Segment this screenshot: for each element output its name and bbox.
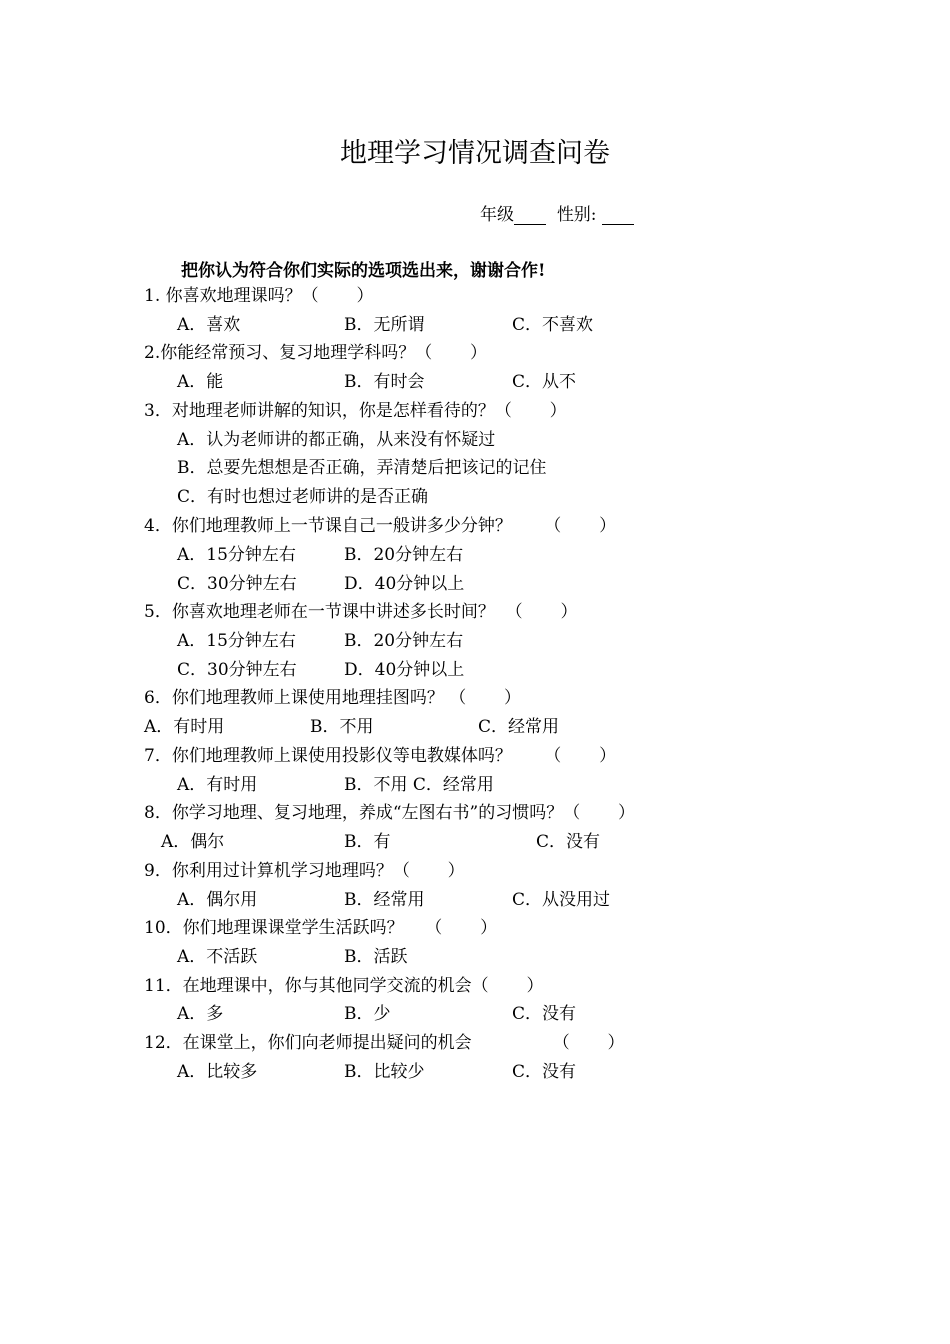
option-12-c[interactable]: C．没有 <box>512 1062 577 1082</box>
option-2-c[interactable]: C．从不 <box>512 372 577 392</box>
option-1-a[interactable]: A．喜欢 <box>177 315 241 335</box>
gender-label: 性别: <box>556 205 597 225</box>
option-8-c[interactable]: C．没有 <box>536 832 601 852</box>
option-10-a[interactable]: A．不活跃 <box>177 947 258 967</box>
question-6: 6．你们地理教师上课使用地理挂图吗？ （ ） <box>144 688 522 708</box>
option-6-a[interactable]: A．有时用 <box>144 717 225 737</box>
option-6-b[interactable]: B．不用 <box>310 717 374 737</box>
option-12-b[interactable]: B．比较少 <box>344 1062 425 1082</box>
question-7: 7．你们地理教师上课使用投影仪等电教媒体吗？ （ ） <box>144 746 617 766</box>
option-3-b[interactable]: B．总要先想想是否正确，弄清楚后把该记的记住 <box>177 458 547 478</box>
option-5-a[interactable]: A．15分钟左右 <box>177 631 296 651</box>
option-1-b[interactable]: B．无所谓 <box>344 315 425 335</box>
option-4-c[interactable]: C．30分钟左右 <box>177 574 297 594</box>
option-12-a[interactable]: A．比较多 <box>177 1062 258 1082</box>
option-4-a[interactable]: A．15分钟左右 <box>177 545 296 565</box>
question-8: 8．你学习地理、复习地理，养成“左图右书”的习惯吗？（ ） <box>144 803 636 823</box>
instruction: 把你认为符合你们实际的选项选出来，谢谢合作! <box>181 261 546 281</box>
option-5-b[interactable]: B．20分钟左右 <box>344 631 464 651</box>
option-4-b[interactable]: B．20分钟左右 <box>344 545 464 565</box>
option-2-a[interactable]: A．能 <box>177 372 224 392</box>
question-4: 4．你们地理教师上一节课自己一般讲多少分钟？ （ ） <box>144 516 617 536</box>
option-7-a[interactable]: A．有时用 <box>177 775 258 795</box>
question-2: 2.你能经常预习、复习地理学科吗？（ ） <box>144 343 488 363</box>
option-4-d[interactable]: D．40分钟以上 <box>344 574 465 594</box>
question-11: 11．在地理课中，你与其他同学交流的机会（ ） <box>144 976 544 996</box>
option-11-c[interactable]: C．没有 <box>512 1004 577 1024</box>
option-11-b[interactable]: B．少 <box>344 1004 391 1024</box>
option-3-a[interactable]: A．认为老师讲的都正确，从来没有怀疑过 <box>177 430 496 450</box>
option-5-c[interactable]: C．30分钟左右 <box>177 660 297 680</box>
gender-blank[interactable] <box>602 206 634 225</box>
option-11-a[interactable]: A．多 <box>177 1004 224 1024</box>
question-3: 3．对地理老师讲解的知识，你是怎样看待的？（ ） <box>144 401 567 421</box>
question-12: 12．在课堂上，你们向老师提出疑问的机会 （ ） <box>144 1033 625 1053</box>
option-2-b[interactable]: B．有时会 <box>344 372 425 392</box>
respondent-info <box>480 200 634 225</box>
question-10: 10．你们地理课课堂学生活跃吗？ （ ） <box>144 918 498 938</box>
question-9: 9．你利用过计算机学习地理吗？（ ） <box>144 861 465 881</box>
option-5-d[interactable]: D．40分钟以上 <box>344 660 465 680</box>
option-3-c[interactable]: C．有时也想过老师讲的是否正确 <box>177 487 429 507</box>
question-1: 1. 你喜欢地理课吗？（ ） <box>144 286 374 306</box>
option-9-a[interactable]: A．偶尔用 <box>177 890 258 910</box>
option-1-c[interactable]: C．不喜欢 <box>512 315 594 335</box>
option-10-b[interactable]: B．活跃 <box>344 947 408 967</box>
grade-blank[interactable] <box>514 206 546 225</box>
option-9-c[interactable]: C．从没用过 <box>512 890 611 910</box>
option-8-b[interactable]: B．有 <box>344 832 391 852</box>
option-9-b[interactable]: B．经常用 <box>344 890 425 910</box>
question-5: 5．你喜欢地理老师在一节课中讲述多长时间？ （ ） <box>144 602 578 622</box>
option-8-a[interactable]: A．偶尔 <box>161 832 225 852</box>
page-title: 地理学习情况调查问卷 <box>340 138 610 169</box>
option-7-b[interactable]: B．不用 C．经常用 <box>344 775 494 795</box>
grade-label: 年级 <box>480 205 514 225</box>
option-6-c[interactable]: C．经常用 <box>478 717 560 737</box>
